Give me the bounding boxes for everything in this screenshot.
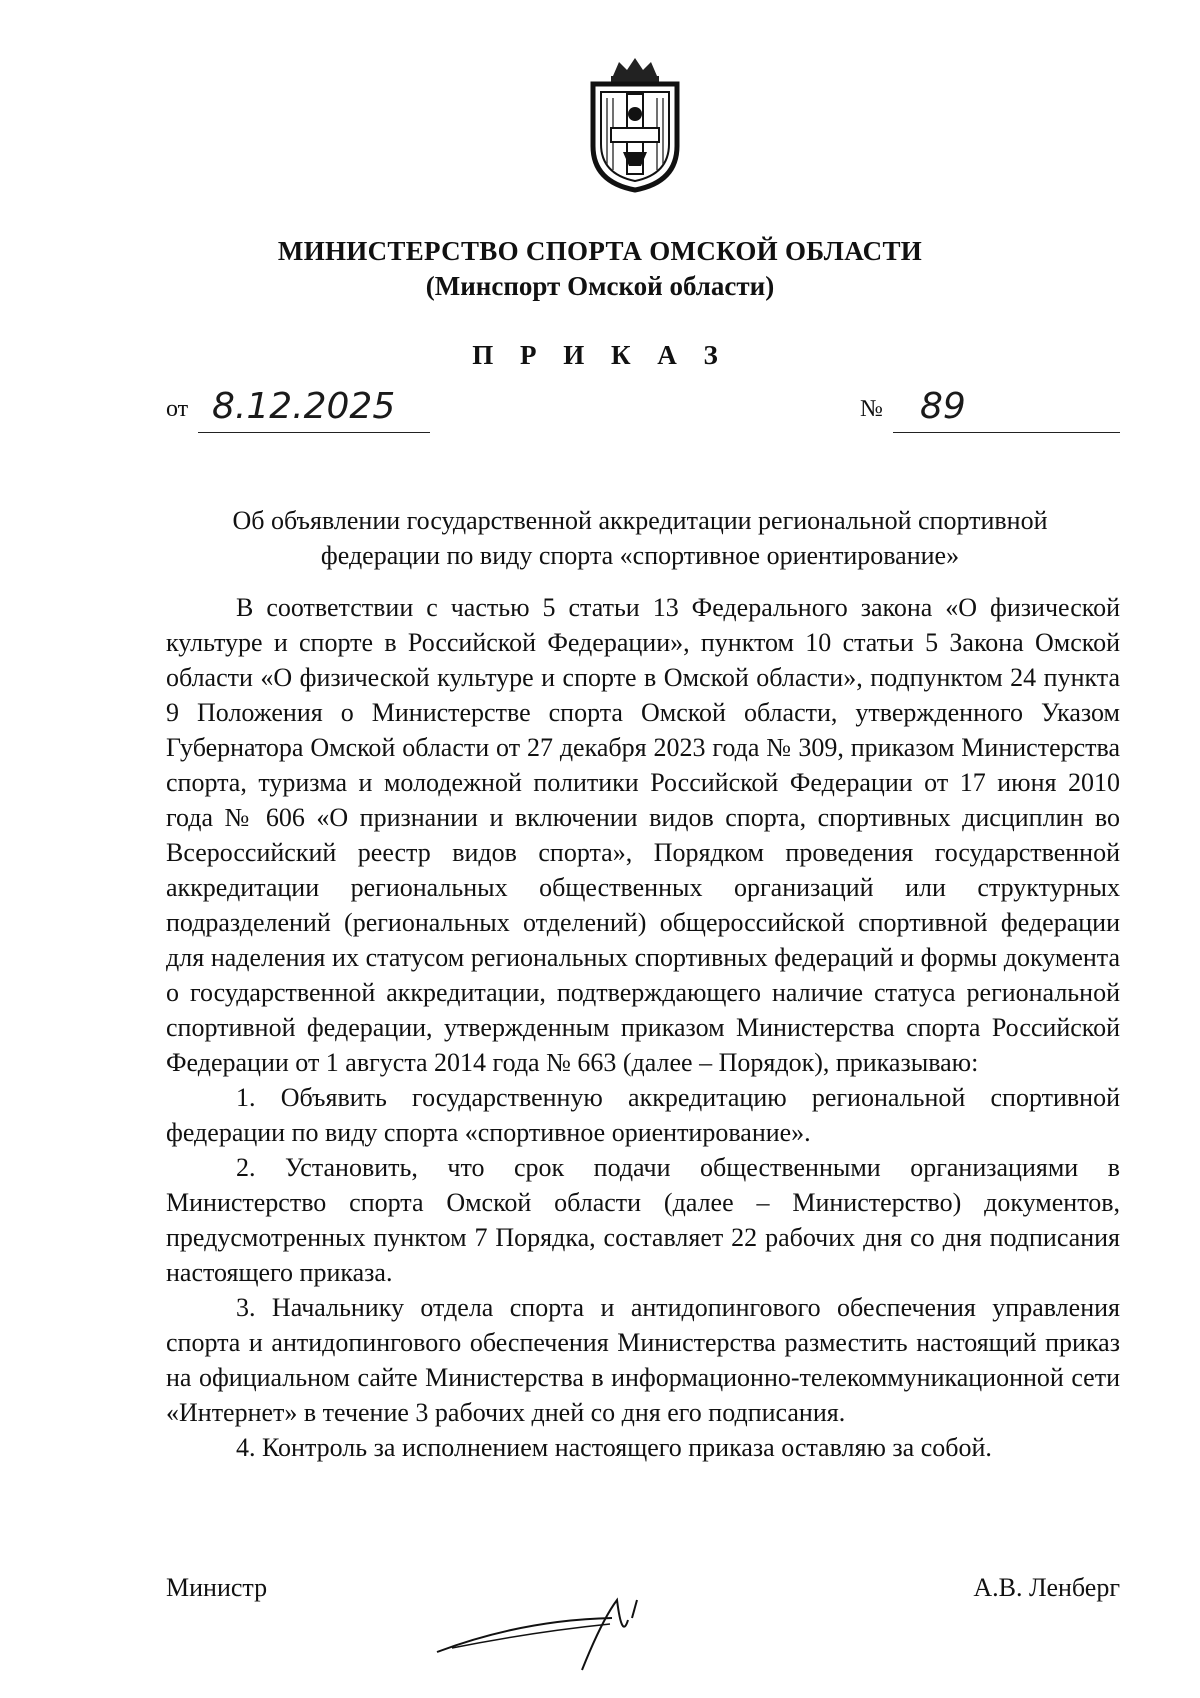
date-label: от xyxy=(166,396,189,422)
date-value: 8.12.2025 xyxy=(212,386,396,427)
document-type: П Р И К А З xyxy=(472,340,728,370)
preamble-paragraph: В соответствии с частью 5 статьи 13 Федерального закона «О физической культуре и спорте в Российской Федерации», пунктом 10 статьи 5 Закона Омской области «О физической культуре и спорте в Омской области», подпунктом 24 пункта 9 Положения о Министерстве спорта Омской области, утвержденного Указом Губернатора Омской области от 27 декабря 2023 года № 309, приказом Министерства спорта, туризма и молодежной политики Российской Федерации от 17 июня 2010 года № 606 «О признании и включении видов спорта, спортивных дисциплин во Всероссийский реестр видов спорта», Порядком проведения государственной аккредитации региональных общественных организаций или структурных подразделений (региональных отделений) общероссийской спортивной федерации для наделения их статусом региональных спортивных федераций и формы документа о государственной аккредитации, подтверждающего наличие статуса региональной спортивной федерации, утвержденным приказом Министерства спорта Российской Федерации от 1 августа 2014 года № 663 (далее – Порядок), приказываю: xyxy=(166,593,1120,1077)
coat-of-arms-icon xyxy=(583,54,687,194)
order-item-2: 2. Установить, что срок подачи общественными организациями в Министерство спорта Омской области (далее – Министерство) документов, предусмотренных пунктом 7 Порядка, составляет 22 рабочих дня со дня подписания настоящего приказа. xyxy=(166,1153,1120,1287)
signer-title: Министр xyxy=(166,1573,268,1602)
number-underline xyxy=(893,432,1120,433)
ministry-title: МИНИСТЕРСТВО СПОРТА ОМСКОЙ ОБЛАСТИ xyxy=(277,236,923,266)
order-item-1: 1. Объявить государственную аккредитацию региональной спортивной федерации по виду спорта «спортивное ориентирование». xyxy=(166,1083,1120,1147)
order-item-3: 3. Начальнику отдела спорта и антидопингового обеспечения управления спорта и антидопингового обеспечения Министерства разместить настоящий приказ на официальном сайте Министерства в информационно-телекоммуникационной сети «Интернет» в течение 3 рабочих дней со дня его подписания. xyxy=(166,1293,1120,1427)
order-body xyxy=(166,590,1120,1465)
subject-line-2: федерации по виду спорта «спортивное ориентирование» xyxy=(320,541,960,570)
date-underline xyxy=(198,432,430,433)
signature-icon xyxy=(432,1580,682,1680)
number-value: 89 xyxy=(920,386,966,427)
order-item-4: 4. Контроль за исполнением настоящего приказа оставляю за собой. xyxy=(236,1433,992,1462)
ministry-short-name: (Минспорт Омской области) xyxy=(425,271,775,301)
signer-name: А.В. Ленберг xyxy=(973,1573,1120,1602)
number-label: № xyxy=(860,396,883,422)
subject-line-1: Об объявлении государственной аккредитации региональной спортивной xyxy=(232,506,1048,535)
